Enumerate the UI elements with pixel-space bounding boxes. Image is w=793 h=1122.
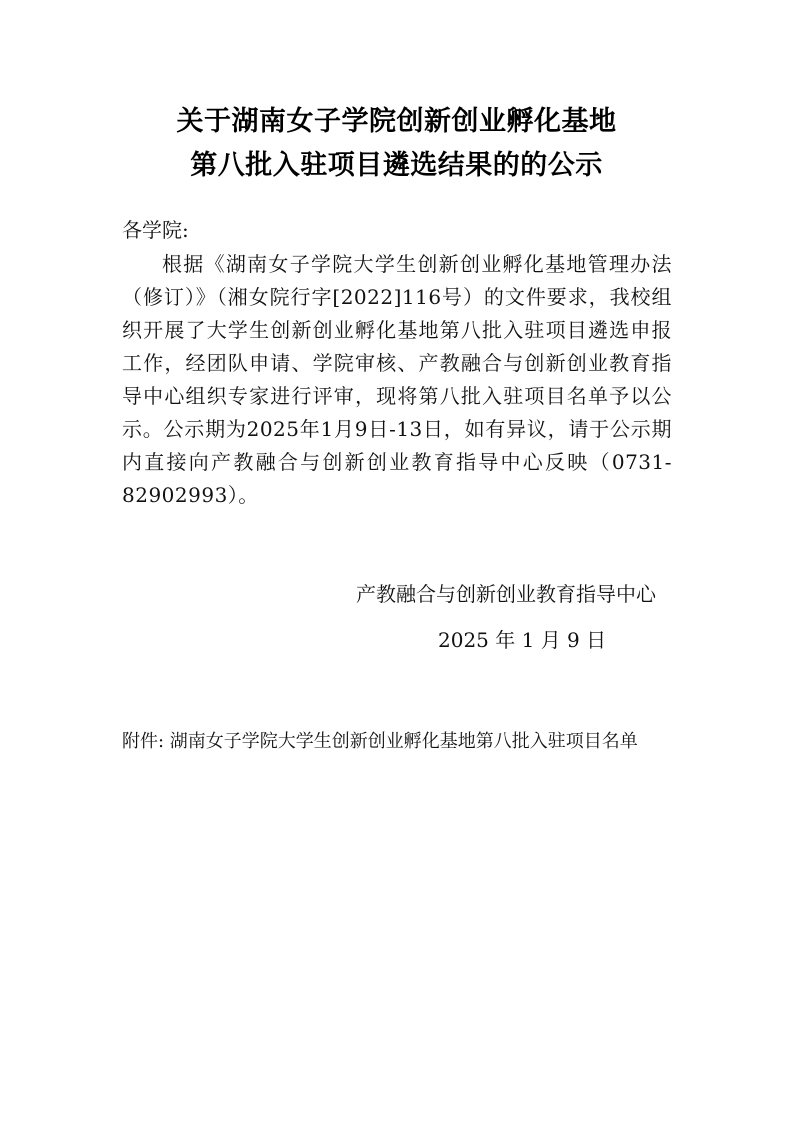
- salutation: 各学院:: [122, 218, 189, 242]
- issuing-department: 产教融合与创新创业教育指导中心: [356, 582, 656, 606]
- issue-date: 2025 年 1 月 9 日: [438, 628, 607, 652]
- attachment-line: 附件: 湖南女子学院大学生创新创业孵化基地第八批入驻项目名单: [122, 731, 638, 752]
- notice-body: 根据《湖南女子学院大学生创新创业孵化基地管理办法（修订）》（湘女院行字[2022]116号）的文件要求，我校组织开展了大学生创新创业孵化基地第八批入驻项目遴选申报工作，经团队申请、学院审核、产教融合与创新创业教育指导中心组织专家进行评审，现将第八批入驻项目名单予以公示。公示期为2025年1月9日-13日，如有异议，请于公示期内直接向产教融合与创新创业教育指导中心反映（0731-82902993）。: [122, 252, 672, 507]
- title-line-2: 第八批入驻项目遴选结果的的公示: [190, 150, 603, 181]
- title-line-1: 关于湖南女子学院创新创业孵化基地: [176, 106, 617, 137]
- notice-title: [0, 100, 793, 188]
